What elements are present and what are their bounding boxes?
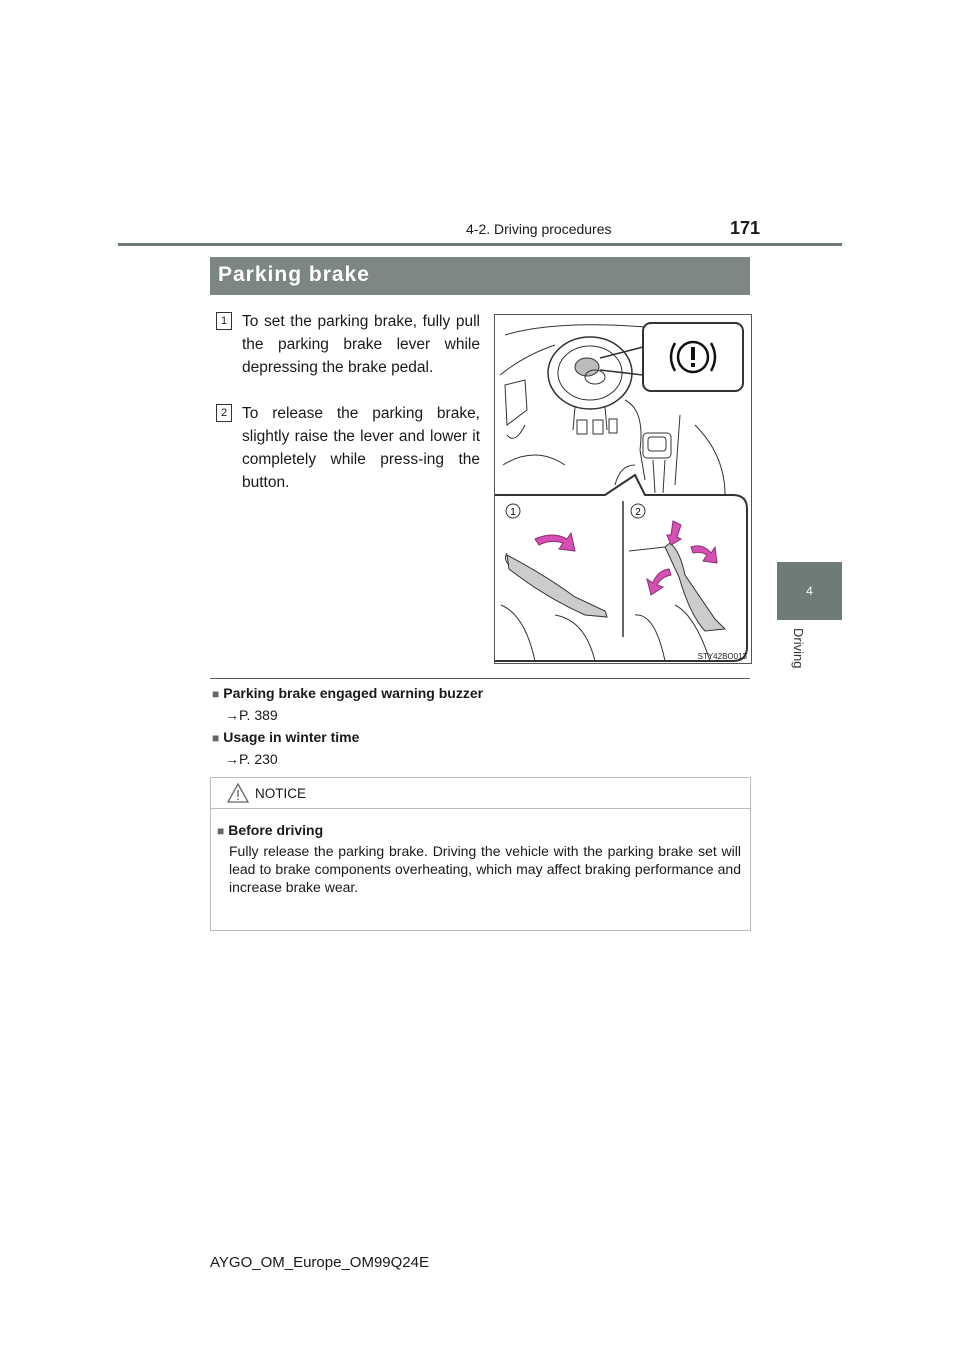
- callout-1: 1: [510, 507, 516, 518]
- note-heading-text: Usage in winter time: [223, 729, 360, 745]
- notice-label: NOTICE: [255, 786, 307, 801]
- header-rule: [118, 243, 842, 246]
- parking-brake-illustration: [494, 314, 752, 664]
- notice-body: Fully release the parking brake. Driving the vehicle with the parking brake set will lead to brake components overheating, which may affect braking performance and increase brake wear.: [229, 843, 741, 895]
- illustration-drawing: [495, 315, 751, 663]
- section-title-bar: [210, 257, 750, 295]
- section-title: 4-2. Driving procedures: [466, 221, 612, 237]
- notice-header: [211, 778, 750, 809]
- callout-2: 2: [635, 507, 641, 518]
- chapter-tab: [777, 562, 842, 620]
- note-heading: [212, 729, 359, 745]
- note-heading-text: Parking brake engaged warning buzzer: [223, 685, 484, 701]
- chapter-label: Driving: [791, 628, 806, 669]
- page-reference-link[interactable]: →P. 389: [225, 707, 278, 723]
- square-bullet-icon: ■: [217, 824, 225, 838]
- warning-triangle-icon: [227, 783, 249, 803]
- page-number: 171: [730, 218, 761, 238]
- chapter-number: 4: [806, 584, 813, 598]
- document-footer: AYGO_OM_Europe_OM99Q24E: [210, 1254, 429, 1271]
- note-heading: [212, 685, 483, 701]
- page-reference-link[interactable]: →P. 230: [225, 751, 278, 767]
- step-number: 2: [216, 404, 232, 422]
- step-1: [216, 310, 480, 379]
- step-number: 1: [216, 312, 232, 330]
- figure-code: STY42BO013: [697, 652, 747, 661]
- step-2: [216, 402, 480, 494]
- notice-heading-text: Before driving: [228, 822, 324, 838]
- step-text: To set the parking brake, fully pull the parking brake lever while depressing the brake pedal.: [242, 313, 480, 376]
- page-title: Parking brake: [218, 263, 370, 286]
- square-bullet-icon: ■: [212, 731, 220, 745]
- square-bullet-icon: ■: [212, 687, 220, 701]
- notice-box: [210, 777, 751, 931]
- section-divider: [210, 678, 750, 679]
- notice-heading: [217, 822, 323, 838]
- step-text: To release the parking brake, slightly raise the lever and lower it completely while press-ing the button.: [242, 405, 480, 491]
